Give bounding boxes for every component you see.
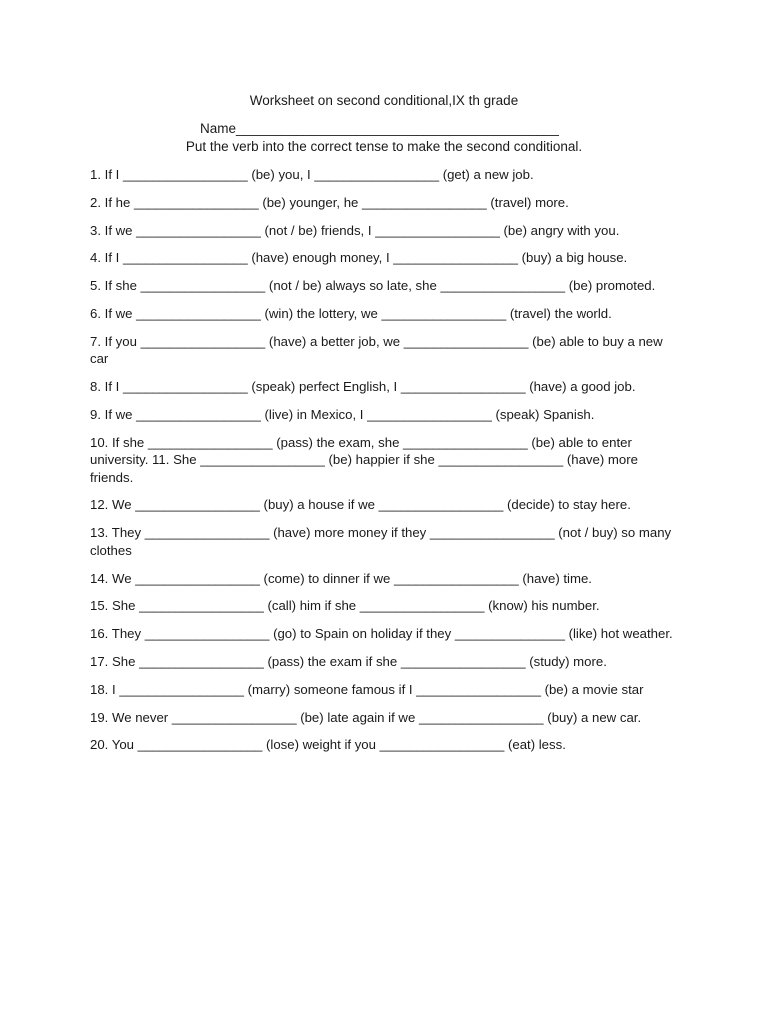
exercise-item: 9. If we _________________ (live) in Mexico, I _________________ (speak) Spanish. (90, 406, 595, 422)
exercise-item: 7. If you _________________ (have) a better job, we _________________ (be) able to buy a new car (90, 333, 663, 367)
exercise-item: 6. If we _________________ (win) the lottery, we _________________ (travel) the world. (90, 305, 612, 321)
exercise-item: 4. If I _________________ (have) enough money, I _________________ (buy) a big house. (90, 250, 628, 266)
exercise-item: 14. We _________________ (come) to dinner if we _________________ (have) time. (90, 570, 592, 586)
exercise-item: 1. If I _________________ (be) you, I _________________ (get) a new job. (90, 167, 534, 182)
exercise-item: 3. If we _________________ (not / be) friends, I _________________ (be) angry with you. (90, 222, 620, 238)
instruction-text: Put the verb into the correct tense to make the second conditional. (185, 139, 583, 154)
exercise-item: 2. If he _________________ (be) younger, he _________________ (travel) more. (90, 194, 569, 210)
exercise-item: 12. We _________________ (buy) a house if we _________________ (decide) to stay here. (90, 497, 631, 513)
exercise-item: 10. If she _________________ (pass) the exam, she _________________ (be) able to enter university. 11. She _________________ (be) happier if she _________________ (have) more friends. (90, 434, 638, 485)
exercise-item: 16. They _________________ (go) to Spain on holiday if they _______________ (like) hot weather. (90, 626, 673, 642)
exercise-item: 17. She _________________ (pass) the exam if she _________________ (study) more. (90, 653, 607, 669)
exercise-item: 15. She _________________ (call) him if she _________________ (know) his number. (90, 598, 600, 614)
exercise-item: 18. I _________________ (marry) someone famous if I _________________ (be) a movie star (90, 681, 644, 697)
exercise-list (90, 166, 680, 764)
exercise-item: 8. If I _________________ (speak) perfect English, I _________________ (have) a good job. (90, 379, 636, 395)
name-field-line: Name___________________________________________ (200, 121, 559, 136)
worksheet-title: Worksheet on second conditional,IX th grade (249, 93, 519, 108)
exercise-item: 13. They _________________ (have) more money if they _________________ (not / buy) so many clothes (90, 525, 672, 558)
exercise-item: 19. We never _________________ (be) late again if we _________________ (buy) a new car. (90, 709, 642, 725)
exercise-item: 5. If she _________________ (not / be) always so late, she _________________ (be) promoted. (90, 278, 656, 294)
exercise-item: 20. You _________________ (lose) weight if you _________________ (eat) less. (90, 737, 566, 753)
